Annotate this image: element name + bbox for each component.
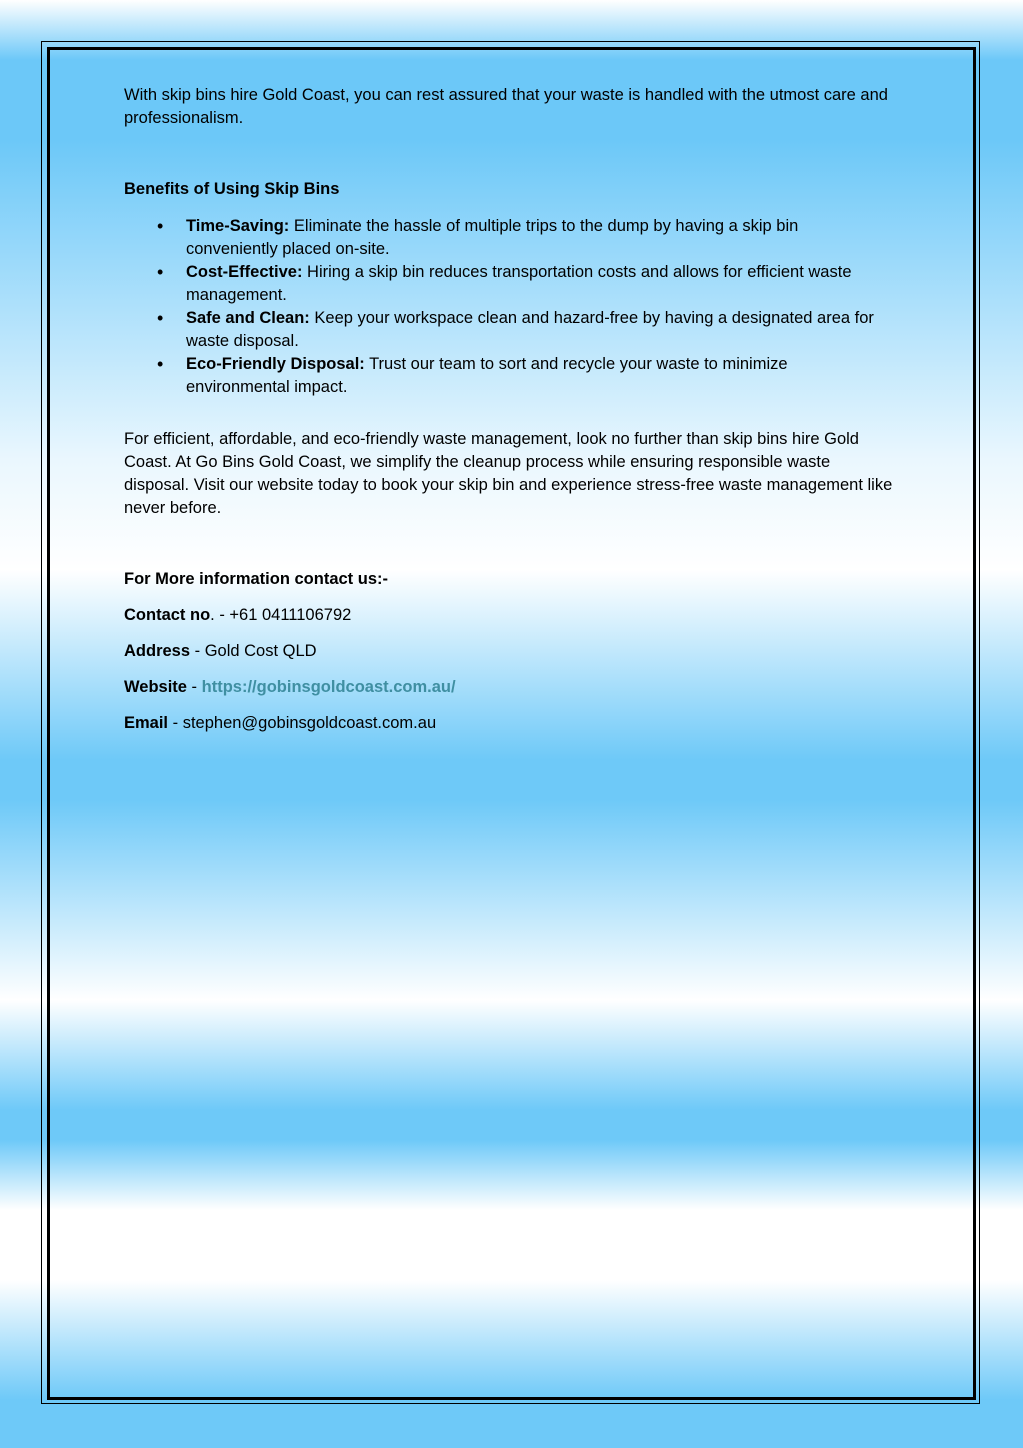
address-label: Address [124,642,191,660]
contact-website [124,676,894,699]
benefit-text: Trust our team to sort and recycle your waste to minimize environmental impact. [186,355,788,396]
benefit-text: Eliminate the hassle of multiple trips to the dump by having a skip bin conveniently placed on-site. [186,217,799,258]
email-separator: - [168,714,183,732]
benefit-item [186,215,894,261]
benefit-item [186,261,894,307]
address-value: Gold Cost QLD [204,642,317,660]
benefit-text: Keep your workspace clean and hazard-free by having a designated area for waste disposal. [186,309,874,350]
contact-email [124,712,894,735]
website-label: Website [124,678,187,696]
intro-paragraph: With skip bins hire Gold Coast, you can rest assured that your waste is handled with the utmost care and professionalism. [124,86,888,127]
benefit-title: Eco-Friendly Disposal: [186,355,365,373]
email-value: stephen@gobinsgoldcoast.com.au [182,714,437,732]
benefit-item [186,307,894,353]
benefit-item [186,353,894,399]
website-link[interactable]: https://gobinsgoldcoast.com.au/ [201,678,456,696]
phone-label: Contact no [124,606,211,624]
benefits-list [124,215,894,399]
document-content [124,84,894,748]
email-label: Email [124,714,169,732]
closing-paragraph: For efficient, affordable, and eco-friendly waste management, look no further than skip bins hire Gold Coast. At Go Bins Gold Coast, we simplify the cleanup process while ensuring responsible waste disposal. Visit our website today to book your skip bin and experience stress-free waste management like never before. [124,430,893,517]
address-separator: - [190,642,205,660]
contact-phone [124,604,894,627]
benefit-title: Safe and Clean: [186,309,310,327]
benefit-title: Time-Saving: [186,217,290,235]
contact-heading: For More information contact us:- [124,570,388,588]
website-separator: - [186,678,202,696]
benefits-heading: Benefits of Using Skip Bins [124,180,340,198]
phone-value: +61 0411106792 [229,606,352,624]
benefit-text: Hiring a skip bin reduces transportation costs and allows for efficient waste management. [186,263,852,304]
contact-address [124,640,894,663]
phone-separator: . - [210,606,230,624]
benefit-title: Cost-Effective: [186,263,303,281]
